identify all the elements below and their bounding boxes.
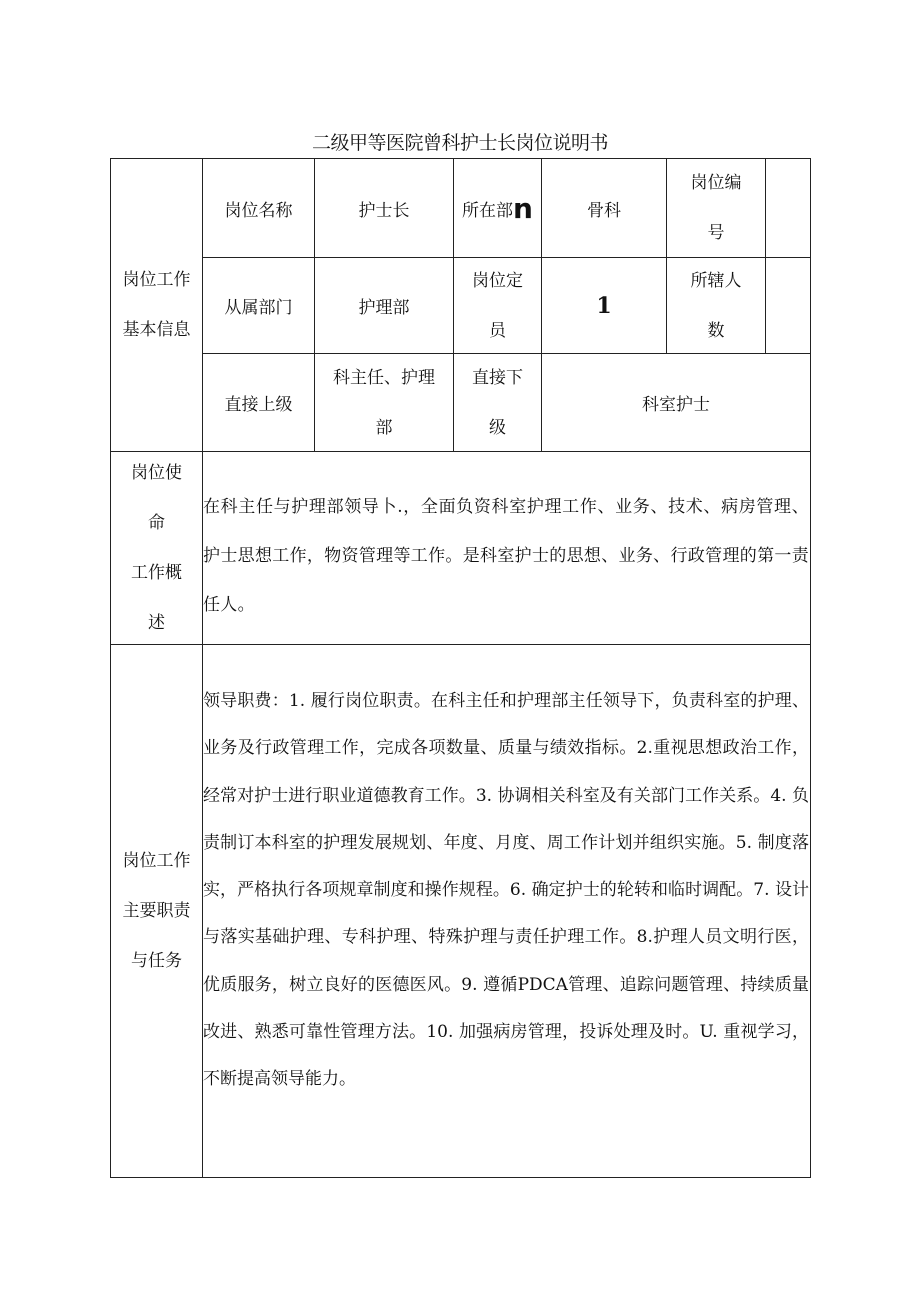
dept-value: 骨科 bbox=[587, 200, 621, 221]
quota-label-line: 岗位定 bbox=[472, 270, 523, 291]
section-label-basic-info bbox=[111, 159, 202, 451]
direct-superior-value bbox=[315, 354, 453, 451]
affiliated-dept-value: 护理部 bbox=[358, 298, 410, 318]
subordinates-count-label bbox=[667, 258, 765, 353]
post-code-label-line: 号 bbox=[707, 223, 725, 243]
post-name-label: 岗位名称 bbox=[224, 200, 293, 221]
table-border-bottom bbox=[110, 1177, 811, 1178]
duties-label-line: 主要职责 bbox=[122, 901, 191, 921]
dept-label-glyph: n bbox=[513, 191, 533, 225]
mission-label-line: 命 bbox=[148, 513, 165, 533]
section-label-mission bbox=[111, 452, 202, 644]
direct-superior-label: 直接上级 bbox=[224, 395, 293, 415]
quota-label bbox=[454, 258, 541, 353]
duties-text: 领导职费：1. 履行岗位职责。在科主任和护理部主任领导下，负责科室的护理、业务及行政管理工作，完成各项数量、质量与绩效指标。2.重视思想政治工作，经常对护士进行职业道德教育工作。3. 协调相关科室及有关部门工作关系。4. 负责制订本科室的护理发展规划、年度、月度、周工作计划并组织实施。5. 制度落实，严格执行各项规章制度和操作规程。6. 确定护士的轮转和临时调配。7. 设计与落实基础护理、专科护理、特殊护理与责任护理工作。8.护理人员文明行医，优质服务，树立良好的医德医风。9. 遵循PDCA管理、追踪问题管理、持续质量改进、熟悉可靠性管理方法。10. 加强病房管理，投诉处理及时。U. 重视学习，不断提高领导能力。 bbox=[203, 691, 809, 1090]
post-name-value: 护士长 bbox=[358, 200, 410, 221]
post-code-label bbox=[667, 159, 765, 257]
quota-value: 1 bbox=[596, 292, 612, 319]
dept-label bbox=[454, 159, 541, 257]
direct-subordinate-label bbox=[454, 354, 541, 451]
superior-value-line: 部 bbox=[375, 417, 393, 438]
page-title: 二级甲等医院曾科护士长岗位说明书 bbox=[311, 132, 608, 154]
affiliated-dept-label: 从属部门 bbox=[224, 298, 293, 318]
post-code-value bbox=[766, 159, 810, 257]
duties-label-line: 岗位工作 bbox=[122, 851, 191, 871]
quota-label-line: 员 bbox=[489, 320, 506, 341]
duties-label-line: 与任务 bbox=[131, 951, 182, 971]
subordinates-label-line: 数 bbox=[707, 320, 725, 341]
superior-value-line: 科主任、护理 bbox=[333, 367, 435, 388]
section-label-duties bbox=[111, 645, 202, 1177]
subordinates-label-line: 所辖人 bbox=[690, 270, 742, 291]
mission-text: 在科主任与护理部领导卜.，全面负资科室护理工作、业务、技术、病房管理、护士思想工作，物资管理等工作。是科室护士的思想、业务、行政管理的第一责任人。 bbox=[203, 497, 809, 615]
table-border-right bbox=[810, 158, 811, 1178]
section-label-line: 岗位工作 bbox=[122, 270, 191, 290]
subordinate-label-line: 级 bbox=[489, 417, 506, 438]
mission-label-line: 工作概 bbox=[131, 563, 182, 583]
mission-label-line: 岗位使 bbox=[131, 463, 182, 483]
post-code-label-line: 岗位编 bbox=[690, 173, 742, 193]
section-divider bbox=[110, 451, 811, 452]
section-divider bbox=[110, 644, 811, 645]
section-label-line: 基本信息 bbox=[122, 320, 191, 340]
mission-label-line: 述 bbox=[148, 613, 165, 633]
direct-subordinate-value: 科室护士 bbox=[642, 395, 710, 415]
dept-label-text: 所在部 bbox=[462, 200, 514, 221]
subordinate-label-line: 直接下 bbox=[472, 367, 523, 388]
subordinates-count-value bbox=[766, 258, 810, 353]
